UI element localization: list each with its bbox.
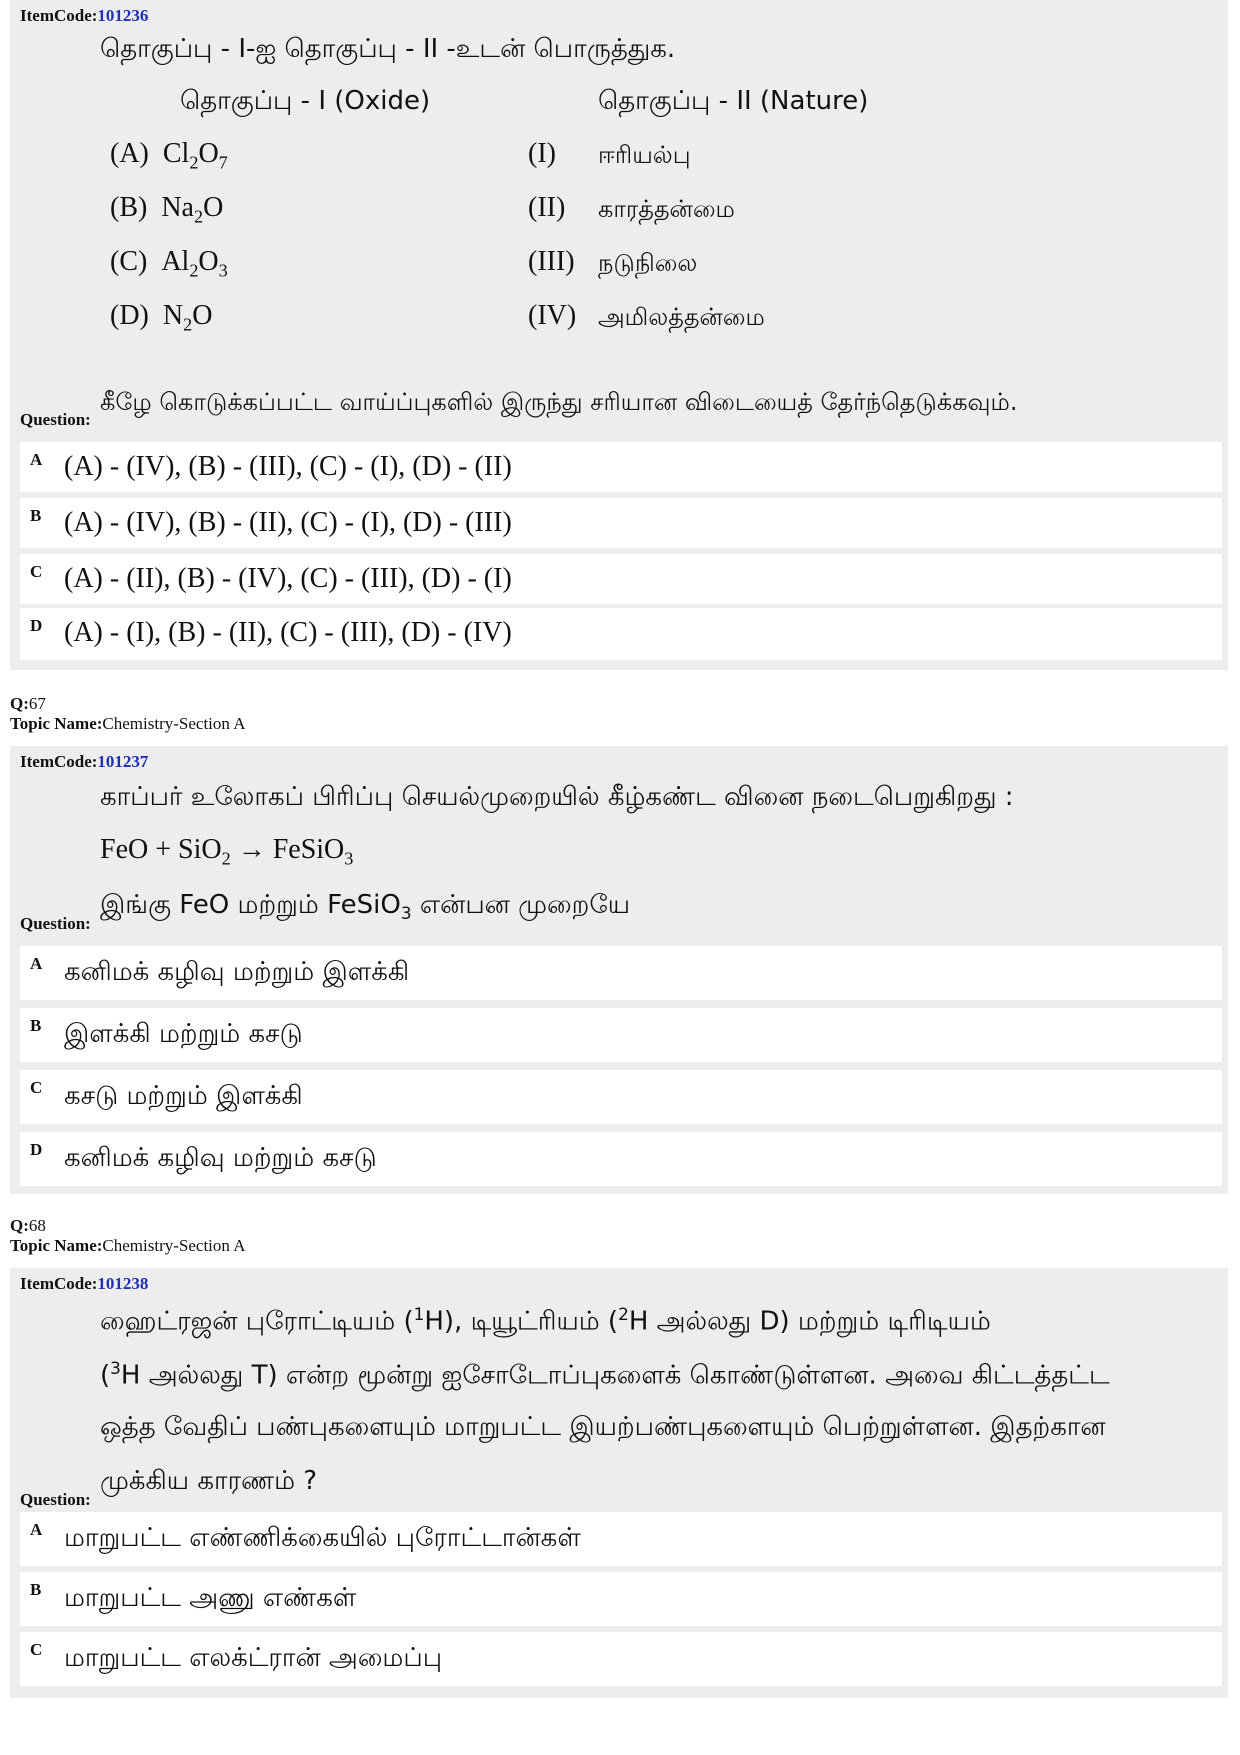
option-text: (A) - (IV), (B) - (III), (C) - (I), (D) - (II) [64,451,512,482]
question-number: Q:68 [10,1216,46,1235]
item-code: ItemCode:101237 [20,752,149,771]
option-text: கனிமக் கழிவு மற்றும் இளக்கி [64,957,410,987]
match-row-right: (II) [528,192,566,223]
question-card-1 [10,0,1228,604]
option-b[interactable] [20,1008,1222,1062]
topic-name: Topic Name:Chemistry-Section A [10,1236,246,1255]
option-letter: A [30,450,43,469]
question-text: கீழே கொடுக்கப்பட்ட வாய்ப்புகளில் இருந்து சரியான விடையைத் தேர்ந்தெடுக்கவும். [100,388,1018,416]
option-text: இளக்கி மற்றும் கசடு [64,1019,303,1049]
question-card-3 [10,1268,1228,1698]
question-label: Question: [20,410,91,429]
option-letter: A [30,954,43,973]
match-heading: தொகுப்பு - I-ஐ தொகுப்பு - II -உடன் பொருத்துக. [100,34,676,64]
match-row-right: (IV) [528,300,577,331]
match-row-right: (III) [528,246,575,277]
option-text: மாறுபட்ட எலக்ட்ரான் அமைப்பு [64,1643,443,1673]
option-b[interactable] [20,1572,1222,1626]
option-letter: B [30,1580,42,1599]
option-text: மாறுபட்ட எண்ணிக்கையில் புரோட்டான்கள் [64,1523,581,1553]
item-code: ItemCode:101236 [20,6,149,25]
option-a[interactable] [20,442,1222,492]
option-text: (A) - (IV), (B) - (II), (C) - (I), (D) - (III) [64,507,512,538]
option-text: மாறுபட்ட அணு எண்கள் [64,1583,357,1613]
question-stem-line: காப்பர் உலோகப் பிரிப்பு செயல்முறையில் கீழ்கண்ட வினை நடைபெறுகிறது : [100,782,1014,812]
match-row-left: (A) $Cl_2O_7$ [110,138,228,173]
match-row-left: (D) $N_2O$ [110,300,213,335]
question-card-2 [10,746,1228,1194]
reaction-equation: FeO + SiO$_2$ → FeSiO$_3$ [100,834,354,869]
option-c[interactable] [20,1632,1222,1686]
column-2-header: தொகுப்பு - II (Nature) [598,86,869,116]
question-stem-line: ஒத்த வேதிப் பண்புகளையும் மாறுபட்ட இயற்பண்புகளையும் பெற்றுள்ளன. இதற்கான [100,1412,1106,1442]
question-text: முக்கிய காரணம் ? [100,1466,318,1496]
option-letter: B [30,1016,42,1035]
option-letter: D [30,616,43,635]
match-row-right-text: ஈரியல்பு [598,141,691,169]
option-text: கனிமக் கழிவு மற்றும் கசடு [64,1143,377,1173]
option-a[interactable] [20,1512,1222,1566]
option-letter: D [30,1140,43,1159]
topic-name: Topic Name:Chemistry-Section A [10,714,246,733]
match-row-right-text: நடுநிலை [598,249,698,277]
question-text: இங்கு FeO மற்றும் FeSiO$_3$ என்பன முறையே [100,890,631,923]
option-d[interactable] [20,608,1222,660]
option-letter: A [30,1520,43,1539]
option-letter: C [30,1640,43,1659]
option-letter: C [30,562,43,581]
column-1-header: தொகுப்பு - I (Oxide) [180,86,431,116]
question-stem-line: ($^3$H அல்லது T) என்ற மூன்று ஐசோடோப்புகளைக் கொண்டுள்ளன. அவை கிட்டத்தட்ட [100,1358,1110,1391]
match-row-right-text: அமிலத்தன்மை [598,303,765,331]
match-row-left: (C) $Al_2O_3$ [110,246,228,281]
question-stem-line: ஹைட்ரஜன் புரோட்டியம் ($^1$H), டியூட்ரியம் ($^2$H அல்லது D) மற்றும் டிரிடியம் [100,1304,991,1337]
option-text: (A) - (I), (B) - (II), (C) - (III), (D) - (IV) [64,617,512,648]
match-row-right: (I) [528,138,556,169]
option-c[interactable] [20,554,1222,604]
question-label: Question: [20,1490,91,1509]
option-text: கசடு மற்றும் இளக்கி [64,1081,303,1111]
option-text: (A) - (II), (B) - (IV), (C) - (III), (D) - (I) [64,563,512,594]
match-row-left: (B) $Na_2O$ [110,192,224,227]
match-row-right-text: காரத்தன்மை [598,195,735,223]
question-number: Q:67 [10,694,46,713]
option-a[interactable] [20,946,1222,1000]
question-card-1-footer [10,604,1228,670]
option-c[interactable] [20,1070,1222,1124]
option-letter: C [30,1078,43,1097]
option-b[interactable] [20,498,1222,548]
option-d[interactable] [20,1132,1222,1186]
question-label: Question: [20,914,91,933]
item-code: ItemCode:101238 [20,1274,149,1293]
option-letter: B [30,506,42,525]
